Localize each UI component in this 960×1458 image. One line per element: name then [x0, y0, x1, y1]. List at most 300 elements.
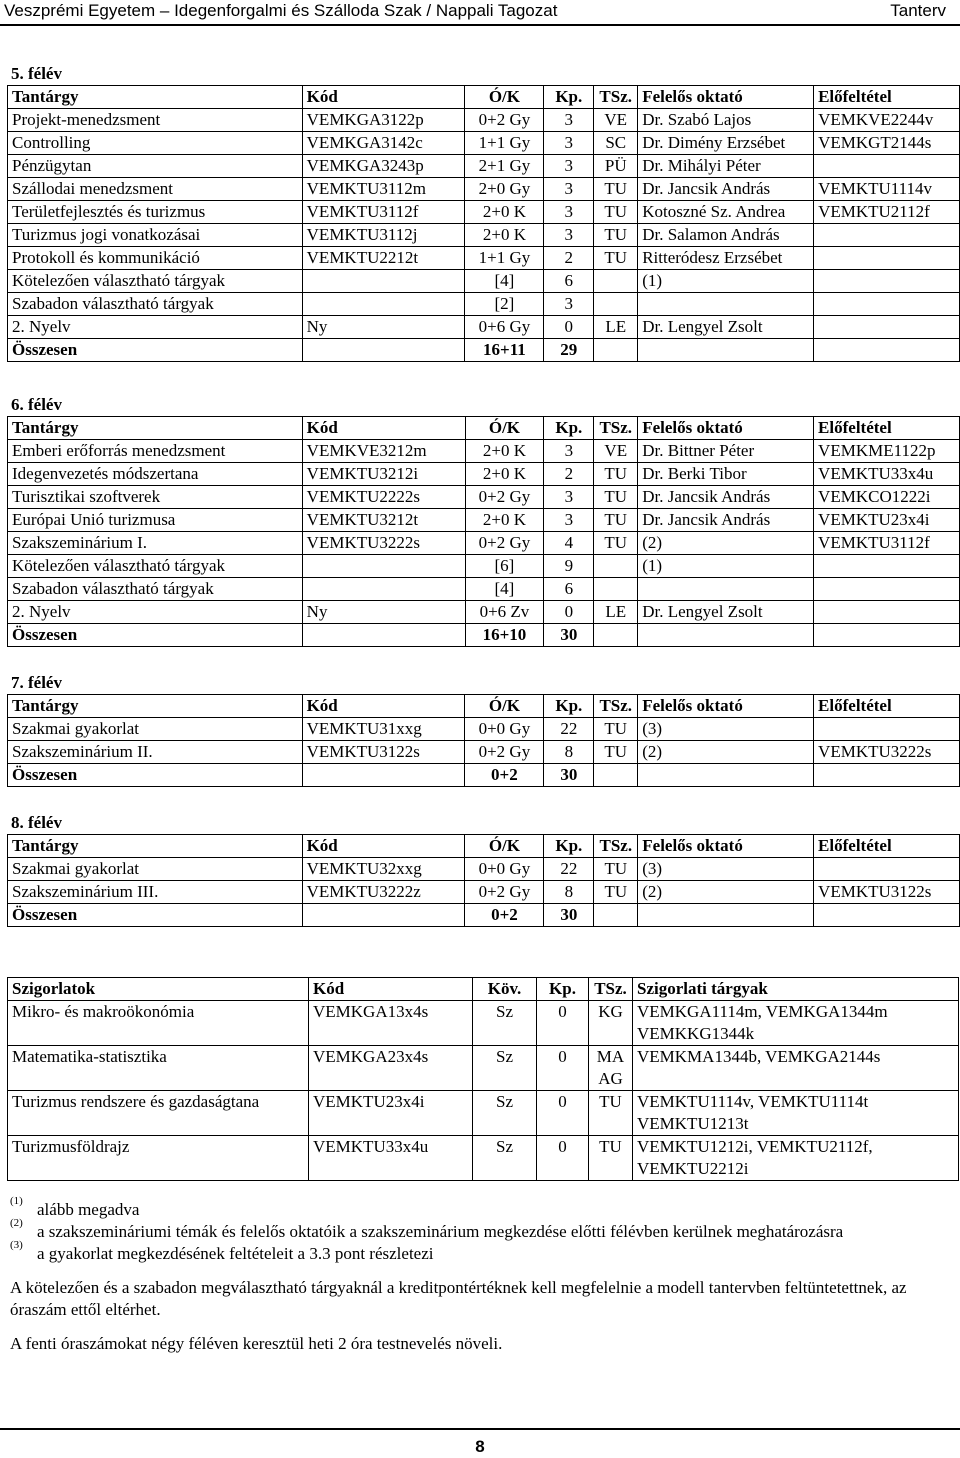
note-paragraph: A fenti óraszámokat négy féléven keresztül heti 2 óra testnevelés növeli.: [10, 1334, 503, 1353]
cell-credits: 4: [544, 532, 594, 555]
cell-dept: [594, 555, 638, 578]
cell-credits: 3: [544, 132, 594, 155]
cell-subject: Emberi erőforrás menedzsment: [8, 440, 303, 463]
cell-prerequisite: [814, 764, 960, 787]
cell-requirement: Sz: [473, 1046, 537, 1091]
total-row: [8, 904, 960, 927]
semester-title: 5. félév: [11, 64, 62, 83]
column-header-subject: Tantárgy: [8, 695, 303, 718]
cell-prerequisite: VEMKGT2144s: [814, 132, 960, 155]
cell-credits: 6: [544, 270, 594, 293]
cell-code: VEMKTU33x4u: [309, 1136, 473, 1181]
cell-dept: KG: [589, 1001, 633, 1046]
cell-hours: 2+0 Gy: [465, 178, 544, 201]
cell-prerequisite: VEMKTU3112f: [814, 532, 960, 555]
cell-code: [302, 293, 465, 316]
cell-lecturer: [638, 904, 814, 927]
cell-credits: 2: [544, 247, 594, 270]
cell-code: Ny: [302, 601, 465, 624]
cell-hours: 0+2 Gy: [465, 532, 544, 555]
cell-exam-subjects: VEMKMA1344b, VEMKGA2144s: [633, 1046, 959, 1091]
cell-code: [302, 764, 465, 787]
cell-subject: Turizmus jogi vonatkozásai: [8, 224, 303, 247]
cell-exam-subjects: VEMKGA1114m, VEMKGA1344m VEMKKG1344k: [633, 1001, 959, 1046]
footnote-text: a gyakorlat megkezdésének feltételeit a 3.3 pont részletezi: [37, 1244, 434, 1263]
cell-dept: [594, 339, 638, 362]
cell-code: [302, 339, 465, 362]
cell-subject: Protokoll és kommunikáció: [8, 247, 303, 270]
table-row: [8, 1001, 959, 1046]
cell-subject: Idegenvezetés módszertana: [8, 463, 303, 486]
footnote: [10, 1239, 950, 1265]
cell-subject: 2. Nyelv: [8, 316, 303, 339]
column-header-requirement: Köv.: [473, 978, 537, 1001]
cell-prerequisite: [814, 224, 960, 247]
cell-subject: Összesen: [8, 339, 303, 362]
cell-subject: Szállodai menedzsment: [8, 178, 303, 201]
column-header-dept: TSz.: [594, 417, 638, 440]
cell-prerequisite: [814, 339, 960, 362]
table-row: [8, 718, 960, 741]
cell-hours: 0+2: [465, 764, 544, 787]
table-row: [8, 858, 960, 881]
column-header-code: Kód: [302, 695, 465, 718]
cell-hours: 0+2: [465, 904, 544, 927]
cell-code: [302, 578, 465, 601]
cell-code: VEMKGA3142c: [302, 132, 465, 155]
cell-credits: 30: [544, 904, 594, 927]
cell-code: VEMKGA13x4s: [309, 1001, 473, 1046]
cell-code: VEMKGA3243p: [302, 155, 465, 178]
table-row: [8, 486, 960, 509]
cell-lecturer: Dr. Jancsik András: [638, 486, 814, 509]
table-row: [8, 532, 960, 555]
column-header-subject: Tantárgy: [8, 86, 303, 109]
table-row: [8, 224, 960, 247]
cell-subject: 2. Nyelv: [8, 601, 303, 624]
cell-subject: Turisztikai szoftverek: [8, 486, 303, 509]
cell-prerequisite: [814, 858, 960, 881]
cell-prerequisite: VEMKVE2244v: [814, 109, 960, 132]
cell-prerequisite: VEMKCO1222i: [814, 486, 960, 509]
cell-subject: Controlling: [8, 132, 303, 155]
semester-table: [7, 416, 960, 647]
cell-credits: 3: [544, 440, 594, 463]
total-row: [8, 339, 960, 362]
cell-hours: 0+0 Gy: [465, 718, 544, 741]
footnote-mark: (2): [10, 1217, 23, 1229]
cell-credits: 9: [544, 555, 594, 578]
cell-code: VEMKTU2212t: [302, 247, 465, 270]
table-header-row: [8, 86, 960, 109]
cell-credits: 30: [544, 624, 594, 647]
cell-lecturer: (2): [638, 741, 814, 764]
cell-lecturer: (1): [638, 555, 814, 578]
cell-credits: 0: [544, 601, 594, 624]
cell-credits: 2: [544, 463, 594, 486]
footer-divider: [0, 1428, 960, 1430]
cell-code: VEMKVE3212m: [302, 440, 465, 463]
column-header-dept: TSz.: [594, 695, 638, 718]
table-row: [8, 578, 960, 601]
column-header-prerequisite: Előfeltétel: [814, 86, 960, 109]
cell-lecturer: (3): [638, 718, 814, 741]
cell-credits: 3: [544, 178, 594, 201]
column-header-dept: TSz.: [594, 835, 638, 858]
cell-hours: 1+1 Gy: [465, 247, 544, 270]
cell-requirement: Sz: [473, 1136, 537, 1181]
page-number: 8: [475, 1437, 485, 1456]
cell-dept: LE: [594, 601, 638, 624]
cell-subject: Kötelezően választható tárgyak: [8, 270, 303, 293]
cell-dept: [594, 270, 638, 293]
cell-hours: [2]: [465, 293, 544, 316]
cell-hours: 2+0 K: [465, 224, 544, 247]
table-row: [8, 1091, 959, 1136]
table-row: [8, 440, 960, 463]
cell-hours: 2+1 Gy: [465, 155, 544, 178]
cell-code: VEMKTU3212i: [302, 463, 465, 486]
cell-subject: Szabadon választható tárgyak: [8, 293, 303, 316]
cell-prerequisite: [814, 316, 960, 339]
cell-lecturer: Dr. Mihályi Péter: [638, 155, 814, 178]
semester-table: [7, 694, 960, 787]
cell-hours: 0+6 Gy: [465, 316, 544, 339]
cell-prerequisite: [814, 270, 960, 293]
footnote-mark: (1): [10, 1195, 23, 1207]
cell-lecturer: Dr. Lengyel Zsolt: [638, 601, 814, 624]
cell-subject: Európai Unió turizmusa: [8, 509, 303, 532]
table-row: [8, 155, 960, 178]
szigorlatok-section: [7, 977, 960, 1181]
table-row: [8, 201, 960, 224]
cell-code: VEMKTU32xxg: [302, 858, 465, 881]
cell-dept: TU: [594, 741, 638, 764]
cell-dept: TU: [594, 532, 638, 555]
column-header-lecturer: Felelős oktató: [638, 86, 814, 109]
column-header-dept: TSz.: [589, 978, 633, 1001]
semester-section: [7, 393, 960, 647]
cell-requirement: Sz: [473, 1001, 537, 1046]
cell-hours: 0+2 Gy: [465, 741, 544, 764]
cell-dept: TU: [589, 1136, 633, 1181]
cell-prerequisite: VEMKTU33x4u: [814, 463, 960, 486]
footnote-text: alább megadva: [37, 1200, 140, 1219]
cell-lecturer: Dr. Bittner Péter: [638, 440, 814, 463]
column-header-lecturer: Felelős oktató: [638, 835, 814, 858]
cell-credits: 29: [544, 339, 594, 362]
cell-dept: VE: [594, 109, 638, 132]
cell-hours: 0+2 Gy: [465, 109, 544, 132]
cell-subject: Szakmai gyakorlat: [8, 718, 303, 741]
table-row: [8, 316, 960, 339]
cell-prerequisite: [814, 904, 960, 927]
cell-credits: 8: [544, 741, 594, 764]
cell-code: VEMKTU3222z: [302, 881, 465, 904]
column-header-code: Kód: [309, 978, 473, 1001]
cell-dept: LE: [594, 316, 638, 339]
cell-lecturer: [638, 578, 814, 601]
cell-requirement: Sz: [473, 1091, 537, 1136]
cell-dept: [594, 624, 638, 647]
cell-dept: [594, 764, 638, 787]
semester-section: [7, 811, 960, 927]
cell-subject: Összesen: [8, 624, 303, 647]
cell-dept: [594, 904, 638, 927]
cell-hours: 0+6 Zv: [465, 601, 544, 624]
cell-lecturer: Dr. Jancsik András: [638, 509, 814, 532]
cell-dept: TU: [594, 201, 638, 224]
cell-prerequisite: VEMKTU23x4i: [814, 509, 960, 532]
cell-hours: [4]: [465, 270, 544, 293]
semester-table: [7, 834, 960, 927]
footnote-text: a szakszemináriumi témák és felelős oktatóik a szakszeminárium megkezdése előtti félévben kerülnek meghatározásra: [37, 1222, 844, 1241]
cell-prerequisite: [814, 601, 960, 624]
cell-code: [302, 904, 465, 927]
column-header-credits: Kp.: [544, 695, 594, 718]
cell-lecturer: [638, 293, 814, 316]
cell-code: VEMKTU3112m: [302, 178, 465, 201]
total-row: [8, 764, 960, 787]
szigorlatok-table: [7, 977, 959, 1181]
cell-lecturer: Dr. Jancsik András: [638, 178, 814, 201]
cell-credits: 0: [544, 316, 594, 339]
cell-prerequisite: VEMKTU3122s: [814, 881, 960, 904]
cell-credits: 3: [544, 486, 594, 509]
cell-code: [302, 555, 465, 578]
footnote: [10, 1195, 950, 1221]
cell-credits: 22: [544, 718, 594, 741]
cell-hours: 2+0 K: [465, 440, 544, 463]
semester-title: 8. félév: [11, 813, 62, 832]
table-row: [8, 555, 960, 578]
table-header-row: [8, 695, 960, 718]
cell-dept: TU: [594, 718, 638, 741]
cell-subject: Pénzügytan: [8, 155, 303, 178]
cell-code: VEMKTU2222s: [302, 486, 465, 509]
szigorlatok-header-row: [8, 978, 959, 1001]
column-header-prerequisite: Előfeltétel: [814, 695, 960, 718]
cell-code: VEMKTU3222s: [302, 532, 465, 555]
cell-subject: Szakmai gyakorlat: [8, 858, 303, 881]
column-header-prerequisite: Előfeltétel: [814, 835, 960, 858]
footnote: [10, 1217, 950, 1243]
column-header-hours: Ó/K: [465, 417, 544, 440]
cell-prerequisite: [814, 155, 960, 178]
cell-dept: TU: [594, 858, 638, 881]
cell-subject: Összesen: [8, 904, 303, 927]
cell-credits: 3: [544, 224, 594, 247]
cell-prerequisite: [814, 555, 960, 578]
cell-subject: Kötelezően választható tárgyak: [8, 555, 303, 578]
table-row: [8, 1136, 959, 1181]
column-header-hours: Ó/K: [465, 835, 544, 858]
cell-dept: TU: [594, 178, 638, 201]
cell-prerequisite: VEMKTU3222s: [814, 741, 960, 764]
semester-title: 6. félév: [11, 395, 62, 414]
cell-code: VEMKGA23x4s: [309, 1046, 473, 1091]
table-row: [8, 132, 960, 155]
table-header-row: [8, 417, 960, 440]
cell-hours: 16+11: [465, 339, 544, 362]
cell-hours: 2+0 K: [465, 463, 544, 486]
footnote-mark: (3): [10, 1239, 23, 1251]
cell-lecturer: (2): [638, 881, 814, 904]
cell-dept: TU: [594, 224, 638, 247]
cell-lecturer: (2): [638, 532, 814, 555]
table-row: [8, 463, 960, 486]
cell-prerequisite: VEMKTU2112f: [814, 201, 960, 224]
table-row: [8, 270, 960, 293]
cell-lecturer: Dr. Szabó Lajos: [638, 109, 814, 132]
cell-prerequisite: VEMKME1122p: [814, 440, 960, 463]
table-row: [8, 178, 960, 201]
cell-hours: 0+2 Gy: [465, 486, 544, 509]
cell-lecturer: [638, 624, 814, 647]
cell-dept: PÜ: [594, 155, 638, 178]
cell-dept: [594, 578, 638, 601]
cell-subject: Szakszeminárium I.: [8, 532, 303, 555]
total-row: [8, 624, 960, 647]
cell-dept: VE: [594, 440, 638, 463]
table-row: [8, 293, 960, 316]
cell-exam: Matematika-statisztika: [8, 1046, 309, 1091]
cell-exam-subjects: VEMKTU1212i, VEMKTU2112f, VEMKTU2212i: [633, 1136, 959, 1181]
cell-prerequisite: [814, 247, 960, 270]
cell-lecturer: Ritteródesz Erzsébet: [638, 247, 814, 270]
cell-hours: 0+0 Gy: [465, 858, 544, 881]
cell-subject: Összesen: [8, 764, 303, 787]
cell-prerequisite: [814, 578, 960, 601]
column-header-hours: Ó/K: [465, 86, 544, 109]
table-row: [8, 509, 960, 532]
cell-dept: MA AG: [589, 1046, 633, 1091]
cell-lecturer: Dr. Berki Tibor: [638, 463, 814, 486]
cell-hours: 0+2 Gy: [465, 881, 544, 904]
cell-code: VEMKTU23x4i: [309, 1091, 473, 1136]
cell-credits: 3: [544, 155, 594, 178]
cell-prerequisite: [814, 624, 960, 647]
cell-code: VEMKTU3112j: [302, 224, 465, 247]
column-header-credits: Kp.: [544, 835, 594, 858]
column-header-credits: Kp.: [544, 86, 594, 109]
cell-code: [302, 624, 465, 647]
cell-hours: [6]: [465, 555, 544, 578]
cell-exam: Mikro- és makroökonómia: [8, 1001, 309, 1046]
cell-hours: 2+0 K: [465, 509, 544, 532]
cell-code: VEMKTU3112f: [302, 201, 465, 224]
column-header-dept: TSz.: [594, 86, 638, 109]
cell-lecturer: Dr. Dimény Erzsébet: [638, 132, 814, 155]
cell-credits: 0: [537, 1091, 589, 1136]
cell-code: Ny: [302, 316, 465, 339]
cell-hours: 1+1 Gy: [465, 132, 544, 155]
note-paragraph: A kötelezően és a szabadon megválasztható tárgyaknál a kreditpontértéknek kell megfelelnie a modell tantervben feltüntetettnek, az óraszám ettől eltérhet.: [10, 1278, 907, 1319]
column-header-subject: Tantárgy: [8, 835, 303, 858]
cell-dept: SC: [594, 132, 638, 155]
cell-dept: TU: [594, 463, 638, 486]
cell-exam: Turizmus rendszere és gazdaságtana: [8, 1091, 309, 1136]
cell-credits: 22: [544, 858, 594, 881]
table-row: [8, 881, 960, 904]
cell-subject: Szakszeminárium II.: [8, 741, 303, 764]
column-header-lecturer: Felelős oktató: [638, 695, 814, 718]
cell-subject: Szabadon választható tárgyak: [8, 578, 303, 601]
cell-lecturer: (1): [638, 270, 814, 293]
semester-section: [7, 62, 960, 362]
cell-dept: TU: [589, 1091, 633, 1136]
cell-code: VEMKGA3122p: [302, 109, 465, 132]
cell-subject: Szakszeminárium III.: [8, 881, 303, 904]
cell-prerequisite: [814, 293, 960, 316]
cell-credits: 0: [537, 1136, 589, 1181]
semester-section: [7, 671, 960, 787]
cell-dept: TU: [594, 247, 638, 270]
column-header-credits: Kp.: [537, 978, 589, 1001]
cell-credits: 6: [544, 578, 594, 601]
cell-credits: 8: [544, 881, 594, 904]
cell-code: VEMKTU31xxg: [302, 718, 465, 741]
table-row: [8, 247, 960, 270]
cell-subject: Projekt-menedzsment: [8, 109, 303, 132]
cell-code: VEMKTU3122s: [302, 741, 465, 764]
semester-table: [7, 85, 960, 362]
notes: [10, 1195, 950, 1355]
table-header-row: [8, 835, 960, 858]
cell-hours: [4]: [465, 578, 544, 601]
cell-credits: 0: [537, 1001, 589, 1046]
page-header: [0, 0, 960, 22]
table-row: [8, 109, 960, 132]
column-header-subject: Tantárgy: [8, 417, 303, 440]
cell-credits: 3: [544, 509, 594, 532]
cell-lecturer: [638, 764, 814, 787]
column-header-code: Kód: [302, 86, 465, 109]
cell-prerequisite: VEMKTU1114v: [814, 178, 960, 201]
table-row: [8, 741, 960, 764]
cell-lecturer: [638, 339, 814, 362]
header-divider: [0, 24, 960, 26]
cell-credits: 3: [544, 109, 594, 132]
cell-lecturer: Dr. Salamon András: [638, 224, 814, 247]
cell-dept: TU: [594, 509, 638, 532]
cell-lecturer: (3): [638, 858, 814, 881]
column-header-code: Kód: [302, 835, 465, 858]
column-header-lecturer: Felelős oktató: [638, 417, 814, 440]
table-row: [8, 1046, 959, 1091]
cell-code: [302, 270, 465, 293]
column-header-prerequisite: Előfeltétel: [814, 417, 960, 440]
cell-dept: TU: [594, 486, 638, 509]
column-header-exam: Szigorlatok: [8, 978, 309, 1001]
semester-title: 7. félév: [11, 673, 62, 692]
cell-credits: 3: [544, 293, 594, 316]
header-title: Veszprémi Egyetem – Idegenforgalmi és Szálloda Szak / Nappali Tagozat: [4, 1, 558, 20]
cell-exam: Turizmusföldrajz: [8, 1136, 309, 1181]
column-header-exam-subjects: Szigorlati tárgyak: [633, 978, 959, 1001]
cell-dept: [594, 293, 638, 316]
cell-lecturer: Dr. Lengyel Zsolt: [638, 316, 814, 339]
column-header-hours: Ó/K: [465, 695, 544, 718]
table-row: [8, 601, 960, 624]
cell-credits: 30: [544, 764, 594, 787]
cell-hours: 2+0 K: [465, 201, 544, 224]
header-doc-type: Tanterv: [890, 1, 946, 20]
cell-lecturer: Kotoszné Sz. Andrea: [638, 201, 814, 224]
cell-exam-subjects: VEMKTU1114v, VEMKTU1114t VEMKTU1213t: [633, 1091, 959, 1136]
cell-prerequisite: [814, 718, 960, 741]
cell-credits: 3: [544, 201, 594, 224]
